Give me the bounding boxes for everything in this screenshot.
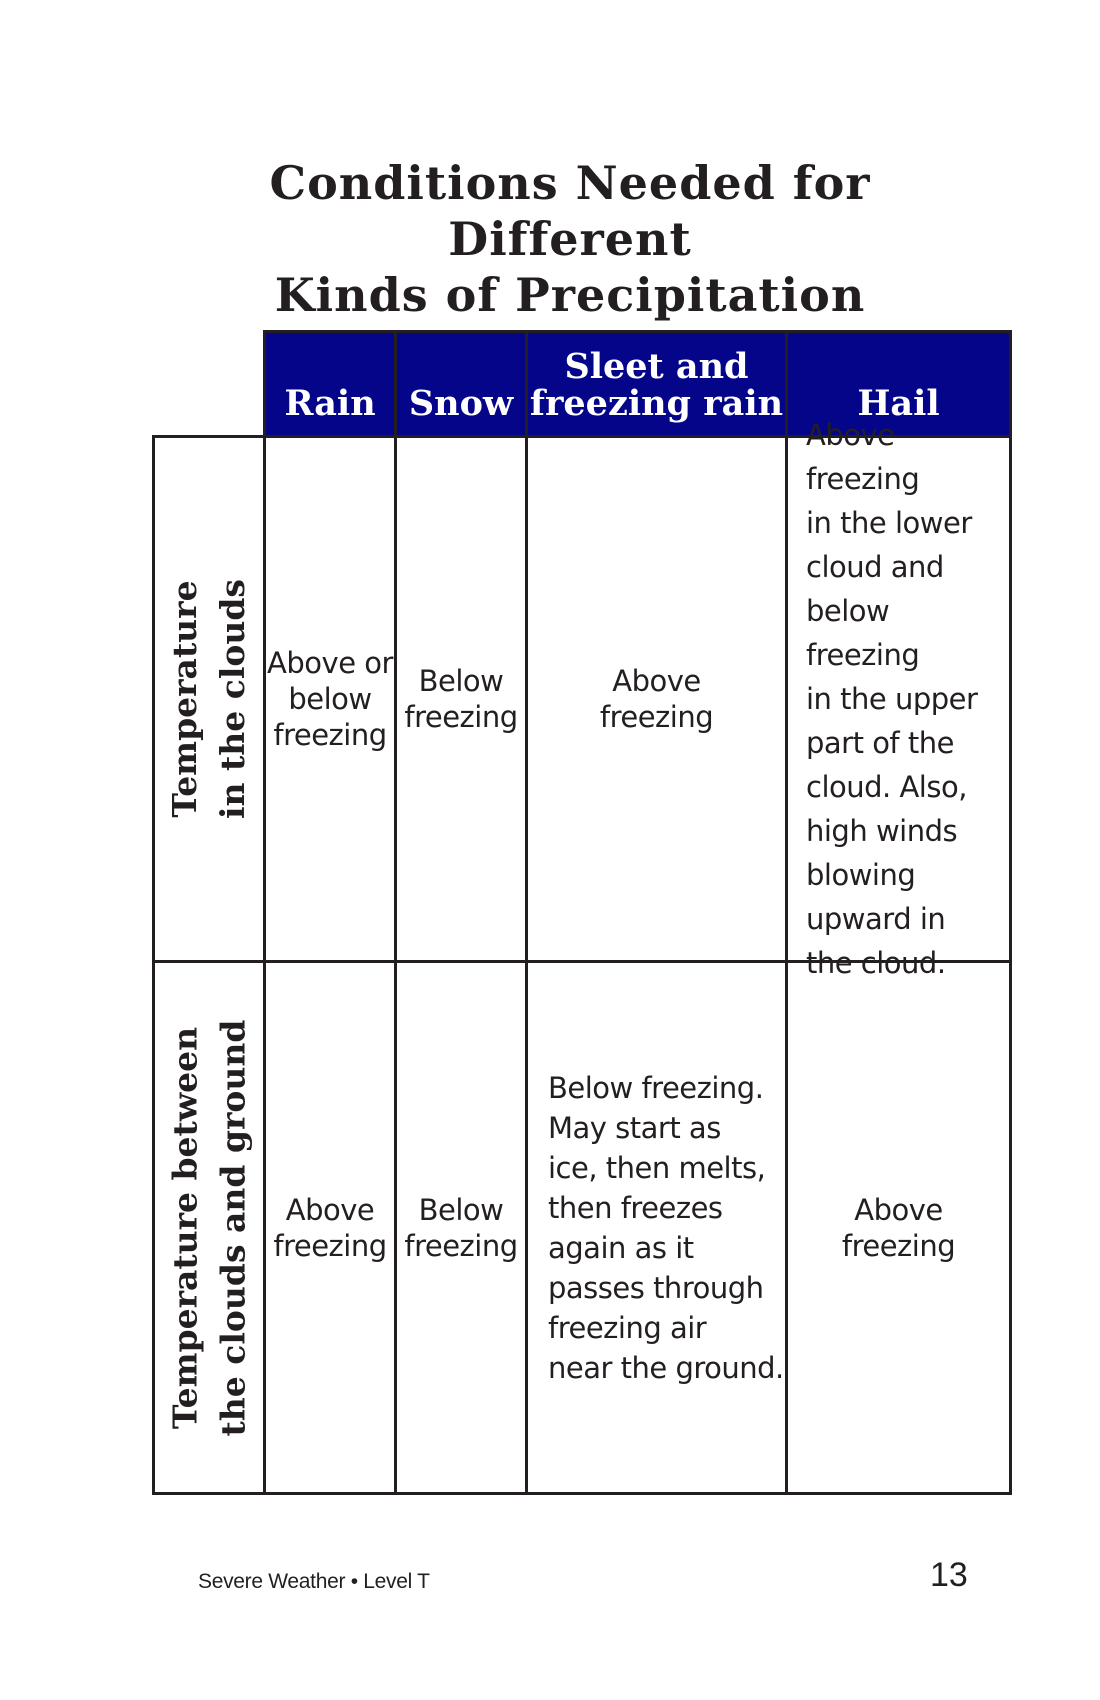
grid-line <box>1009 330 1012 1495</box>
cell-line: Above freezing <box>806 418 920 496</box>
cell-ground-snow <box>397 963 525 1492</box>
title-line-2: Kinds of Precipitation <box>274 268 866 322</box>
cell-line: Above or <box>267 646 393 680</box>
row-header-label: Temperature between <box>165 1026 204 1429</box>
cell-line: the cloud. <box>806 946 946 980</box>
row-header-ground <box>155 963 263 1492</box>
title-line-1: Conditions Needed for Different <box>269 156 871 266</box>
cell-line: part of the <box>806 726 954 760</box>
row-header-label: Temperature <box>165 580 204 818</box>
cell-line: Above <box>285 1192 375 1227</box>
cell-line: below <box>288 682 372 716</box>
row-header-clouds <box>155 438 263 960</box>
cell-clouds-rain <box>266 438 394 960</box>
cell-line: blowing <box>806 858 916 892</box>
cell-line: freezing <box>273 718 387 752</box>
column-header-rain <box>266 332 394 436</box>
column-header-sleet <box>528 332 785 436</box>
cell-ground-sleet <box>548 963 785 1492</box>
cell-ground-rain <box>266 963 394 1492</box>
column-header-label: Snow <box>408 383 514 424</box>
cell-line: freezing <box>404 700 518 734</box>
cell-line: upward in <box>806 902 946 936</box>
cell-line: cloud and <box>806 550 944 584</box>
row-header-label: the clouds and ground <box>213 1019 252 1436</box>
cell-line: Above <box>612 664 701 698</box>
cell-clouds-hail <box>806 418 1009 980</box>
cell-line: freezing <box>841 1228 956 1263</box>
cell-line: below freezing <box>806 594 920 672</box>
page-title <box>150 155 990 323</box>
cell-line: again as it <box>548 1230 694 1265</box>
page-number: 13 <box>930 1556 968 1594</box>
column-header-label: Hail <box>857 383 940 424</box>
column-header-label: freezing rain <box>529 383 784 424</box>
cell-line: freezing <box>404 1228 518 1263</box>
row-header-label: in the clouds <box>213 578 252 820</box>
cell-line: Below <box>418 664 504 698</box>
cell-line: freezing <box>599 700 714 734</box>
column-header-label: Sleet and <box>564 346 749 387</box>
cell-clouds-snow <box>397 438 525 960</box>
cell-line: in the upper <box>806 682 978 716</box>
cell-line: in the lower <box>806 506 972 540</box>
grid-line <box>263 330 1012 333</box>
cell-line: Below <box>418 1192 504 1227</box>
cell-line: then freezes <box>548 1190 723 1225</box>
cell-line: passes through <box>548 1270 764 1305</box>
cell-line: freezing air <box>548 1310 707 1345</box>
cell-line: freezing <box>273 1228 387 1263</box>
cell-line: high winds <box>806 814 958 848</box>
column-header-label: Rain <box>284 383 376 424</box>
book-title-footer: Severe Weather • Level T <box>198 1570 430 1593</box>
cell-line: ice, then melts, <box>548 1150 766 1185</box>
cell-line: May start as <box>548 1110 721 1145</box>
cell-line: cloud. Also, <box>806 770 967 804</box>
cell-line: Above <box>854 1192 943 1227</box>
column-header-snow <box>397 332 525 436</box>
cell-line: near the ground. <box>548 1350 784 1385</box>
cell-clouds-sleet <box>528 438 785 960</box>
cell-ground-hail <box>788 963 1009 1492</box>
cell-line: Below freezing. <box>548 1070 764 1105</box>
